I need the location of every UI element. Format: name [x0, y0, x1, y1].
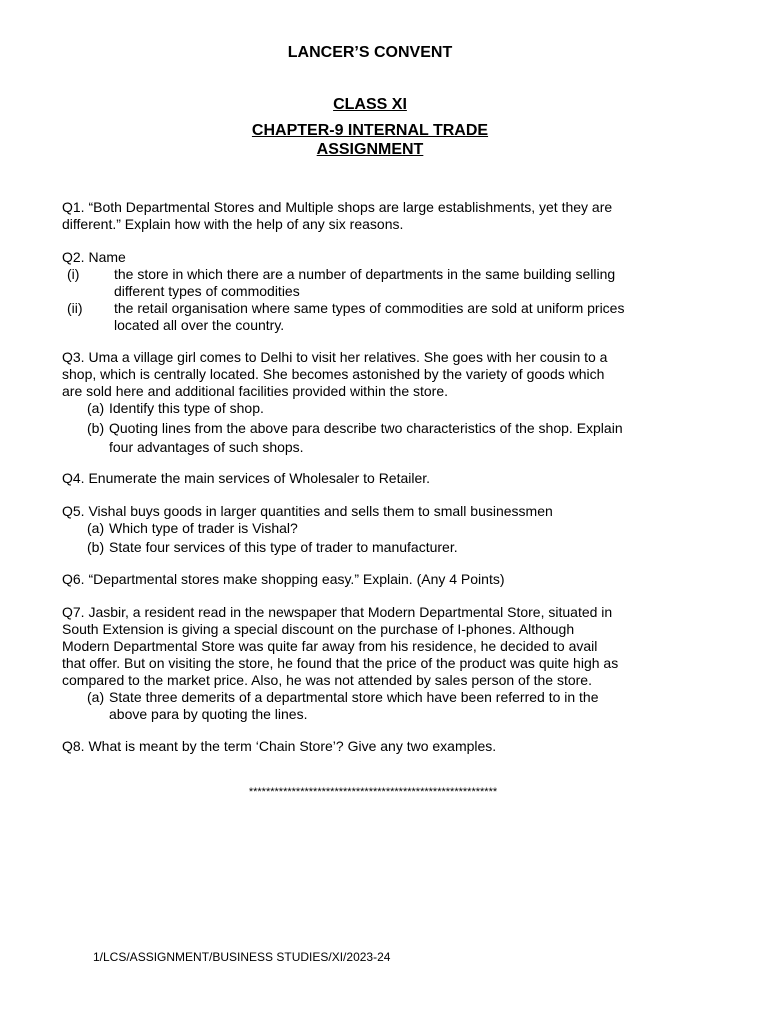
item-label: (i) [67, 266, 80, 282]
item-label: (ii) [67, 300, 83, 316]
item-label: (a) [87, 520, 105, 536]
item-label: (a) [87, 400, 105, 416]
question-5-item [62, 539, 692, 558]
school-name: LANCER’S CONVENT [287, 44, 453, 61]
question-2-item [62, 266, 692, 300]
question-7-line: Q7. Jasbir, a resident read in the newspaper that Modern Departmental Store, situated in [62, 604, 613, 620]
item-label: (a) [87, 689, 105, 705]
question-3-line: are sold here and additional facilities provided within the store. [62, 383, 449, 399]
question-2-item [62, 300, 692, 334]
question-3 [62, 349, 692, 457]
question-3-line: shop, which is centrally located. She becomes astonished by the variety of goods which [62, 366, 605, 382]
question-5-item [62, 520, 692, 539]
question-1-line: different.” Explain how with the help of any six reasons. [62, 216, 404, 232]
question-7-line: compared to the market price. Also, he was not attended by sales person of the store. [62, 672, 592, 688]
question-1 [62, 199, 692, 233]
assignment-heading: ASSIGNMENT [316, 141, 424, 158]
item-line: above para by quoting the lines. [109, 706, 308, 722]
item-line: State three demerits of a departmental store which have been referred to in the [109, 689, 599, 705]
item-line: Identify this type of shop. [109, 400, 264, 416]
item-label: (b) [87, 539, 105, 555]
question-2 [62, 249, 692, 334]
question-7-item [62, 689, 692, 725]
item-label: (b) [87, 420, 105, 436]
class-heading: CLASS XI [333, 96, 407, 113]
question-6: Q6. “Departmental stores make shopping easy.” Explain. (Any 4 Points) [62, 571, 505, 587]
question-8: Q8. What is meant by the term ‘Chain Store’? Give any two examples. [62, 738, 497, 754]
question-3-line: Q3. Uma a village girl comes to Delhi to visit her relatives. She goes with her cousin to a [62, 349, 608, 365]
separator-stars: ********************************************************** [248, 786, 498, 798]
question-7-line: that offer. But on visiting the store, he found that the price of the product was quite high as [62, 655, 619, 671]
item-line: State four services of this type of trader to manufacturer. [109, 539, 458, 555]
item-line: the retail organisation where same types of commodities are sold at uniform prices [114, 300, 625, 316]
question-7-line: Modern Departmental Store was quite far away from his residence, he decided to avail [62, 638, 598, 654]
question-2-title: Q2. Name [62, 249, 126, 265]
question-5-line: Q5. Vishal buys goods in larger quantities and sells them to small businessmen [62, 503, 553, 519]
question-5 [62, 503, 692, 558]
chapter-heading: CHAPTER-9 INTERNAL TRADE [251, 122, 489, 139]
item-line: different types of commodities [114, 283, 300, 299]
item-line: the store in which there are a number of departments in the same building selling [114, 266, 616, 282]
question-7-line: South Extension is giving a special discount on the purchase of I-phones. Although [62, 621, 575, 637]
item-line: located all over the country. [114, 317, 285, 333]
item-line: four advantages of such shops. [109, 439, 304, 455]
item-line: Which type of trader is Vishal? [109, 520, 298, 536]
question-1-line: Q1. “Both Departmental Stores and Multiple shops are large establishments, yet they are [62, 199, 613, 215]
question-3-item [62, 400, 692, 419]
question-3-item [62, 419, 692, 457]
footer-reference: 1/LCS/ASSIGNMENT/BUSINESS STUDIES/XI/2023-24 [93, 950, 391, 964]
question-7 [62, 604, 692, 725]
question-4: Q4. Enumerate the main services of Wholesaler to Retailer. [62, 470, 431, 486]
item-line: Quoting lines from the above para describe two characteristics of the shop. Explain [109, 420, 623, 436]
